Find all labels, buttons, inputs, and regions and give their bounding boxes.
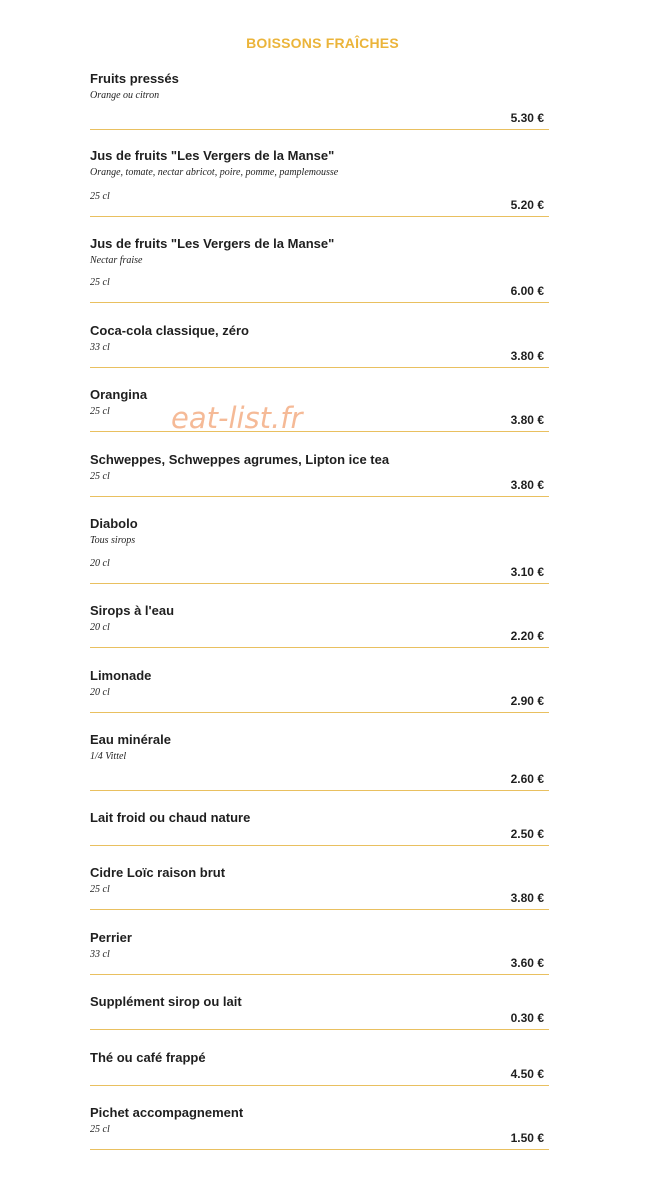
- item-name: Lait froid ou chaud nature: [90, 810, 251, 825]
- item-volume: 20 cl: [90, 622, 110, 633]
- item-name: Eau minérale: [90, 732, 171, 747]
- item-price: 3.80 €: [510, 478, 544, 492]
- item-description: Orange ou citron: [90, 90, 160, 101]
- item-name: Supplément sirop ou lait: [90, 994, 242, 1009]
- item-name: Coca-cola classique, zéro: [90, 323, 249, 338]
- item-price: 3.80 €: [510, 891, 544, 905]
- section-title: BOISSONS FRAÎCHES: [246, 35, 399, 51]
- item-price: 6.00 €: [510, 284, 544, 298]
- item-volume: 25 cl: [90, 471, 110, 482]
- menu-item: [90, 930, 549, 975]
- item-divider: [90, 845, 549, 846]
- menu-item: [90, 236, 549, 303]
- item-divider: [90, 712, 549, 713]
- item-volume: 33 cl: [90, 342, 110, 353]
- menu-item: [90, 71, 549, 130]
- item-price: 2.90 €: [510, 694, 544, 708]
- item-volume: 25 cl: [90, 884, 110, 895]
- item-divider: [90, 1029, 549, 1030]
- item-volume: 33 cl: [90, 949, 110, 960]
- item-name: Jus de fruits "Les Vergers de la Manse": [90, 148, 335, 163]
- item-divider: [90, 583, 549, 584]
- item-price: 4.50 €: [510, 1067, 544, 1081]
- item-divider: [90, 216, 549, 217]
- menu-item: [90, 148, 549, 217]
- item-description: 1/4 Vittel: [90, 751, 127, 762]
- item-volume: 25 cl: [90, 406, 110, 417]
- item-description: Nectar fraise: [90, 255, 143, 266]
- menu-item: [90, 732, 549, 791]
- item-volume: 25 cl: [90, 1124, 110, 1135]
- menu-item: [90, 1050, 549, 1086]
- item-price: 1.50 €: [510, 1131, 544, 1145]
- item-divider: [90, 790, 549, 791]
- item-price: 3.80 €: [510, 413, 544, 427]
- item-divider: [90, 302, 549, 303]
- item-name: Diabolo: [90, 516, 138, 531]
- menu-item: [90, 516, 549, 584]
- menu-item: [90, 1105, 549, 1150]
- item-name: Orangina: [90, 387, 148, 402]
- item-volume: 20 cl: [90, 558, 110, 569]
- item-name: Sirops à l'eau: [90, 603, 175, 618]
- item-name: Cidre Loïc raison brut: [90, 865, 226, 880]
- item-divider: [90, 496, 549, 497]
- item-price: 2.50 €: [510, 827, 544, 841]
- item-volume: 20 cl: [90, 687, 110, 698]
- item-price: 3.80 €: [510, 349, 544, 363]
- menu-item: [90, 603, 549, 648]
- item-name: Limonade: [90, 668, 152, 683]
- item-name: Perrier: [90, 930, 132, 945]
- item-description: Orange, tomate, nectar abricot, poire, pomme, pamplemousse: [90, 167, 339, 178]
- item-divider: [90, 431, 549, 432]
- item-description: Tous sirops: [90, 535, 136, 546]
- item-name: Fruits pressés: [90, 71, 179, 86]
- item-price: 3.60 €: [510, 956, 544, 970]
- item-divider: [90, 1085, 549, 1086]
- item-name: Pichet accompagnement: [90, 1105, 244, 1120]
- item-price: 2.60 €: [510, 772, 544, 786]
- item-divider: [90, 1149, 549, 1150]
- item-price: 5.30 €: [510, 111, 544, 125]
- item-volume: 25 cl: [90, 191, 110, 202]
- menu-item: [90, 387, 549, 432]
- item-divider: [90, 129, 549, 130]
- item-price: 0.30 €: [510, 1011, 544, 1025]
- item-name: Thé ou café frappé: [90, 1050, 206, 1065]
- item-divider: [90, 974, 549, 975]
- item-name: Jus de fruits "Les Vergers de la Manse": [90, 236, 335, 251]
- item-price: 5.20 €: [510, 198, 544, 212]
- menu-item: [90, 668, 549, 713]
- item-divider: [90, 367, 549, 368]
- watermark-text: eat-list.fr: [171, 401, 303, 435]
- menu-item: [90, 323, 549, 368]
- menu-item: [90, 994, 549, 1030]
- item-price: 3.10 €: [510, 565, 544, 579]
- item-divider: [90, 647, 549, 648]
- item-price: 2.20 €: [510, 629, 544, 643]
- item-divider: [90, 909, 549, 910]
- menu-item: [90, 810, 549, 846]
- menu-item: [90, 452, 549, 497]
- item-name: Schweppes, Schweppes agrumes, Lipton ice tea: [90, 452, 390, 467]
- menu-item: [90, 865, 549, 910]
- item-volume: 25 cl: [90, 277, 110, 288]
